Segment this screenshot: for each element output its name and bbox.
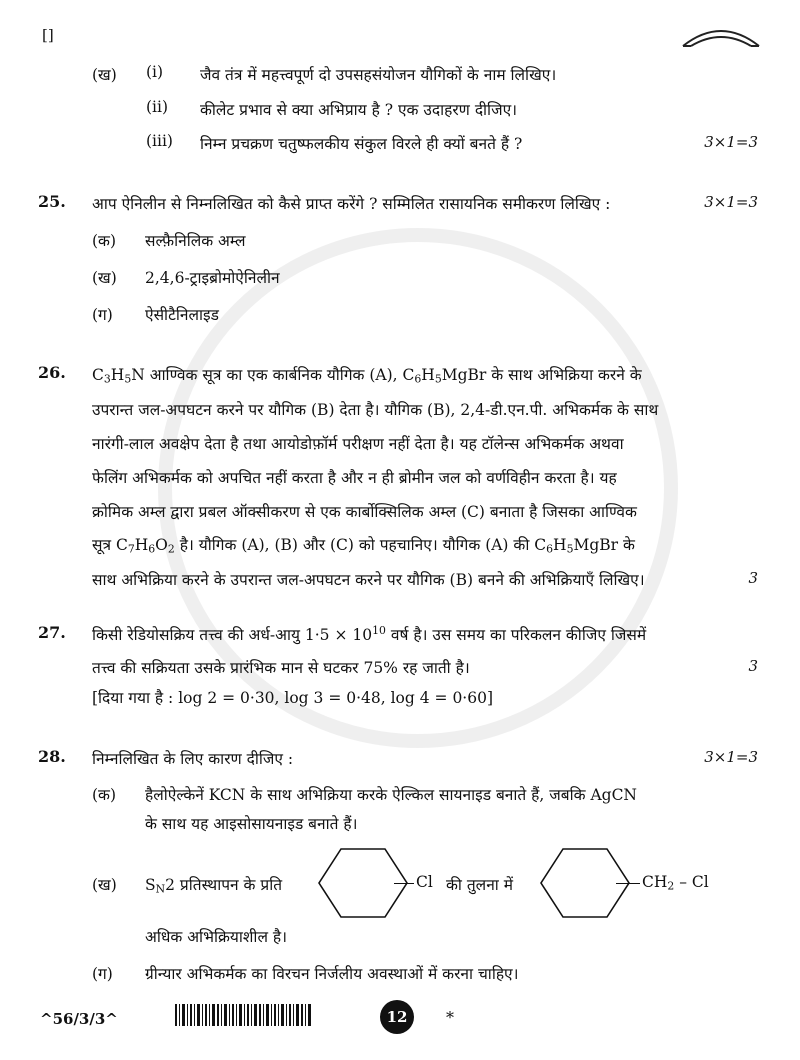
q25-b-text: 2,4,6-ट्राइब्रोमोऐनिलीन xyxy=(145,269,280,287)
q28-b-label: (ख) xyxy=(92,876,117,894)
q26-line-3: नारंगी-लाल अवक्षेप देता है तथा आयोडोफ़ॉर्म परीक्षण नहीं देता है। यह टॉलेन्स अभिकर्मक अथवा xyxy=(92,435,624,453)
q28-b-compare: की तुलना में xyxy=(446,876,514,894)
bond-line-1 xyxy=(394,883,414,884)
q26-line-5: क्रोमिक अम्ल द्वारा प्रबल ऑक्सीकरण से एक कार्बोक्सिलिक अम्ल (C) बनाता है जिसका आण्विक xyxy=(92,503,637,521)
q26-line-7: साथ अभिक्रिया करने के उपरान्त जल-अपघटन करने पर यौगिक (B) बनने की अभिक्रियाएँ लिखिए। xyxy=(92,571,645,589)
q25-a-text: सल्फ़ैनिलिक अम्ल xyxy=(145,232,246,250)
q27-marks: 3 xyxy=(748,657,758,675)
q24b-iii-text: निम्न प्रचक्रण चतुष्फलकीय संकुल विरले ही क्यों बनते हैं ? xyxy=(200,135,523,153)
q26-number: 26. xyxy=(38,363,66,382)
q24b-ii-num: (ii) xyxy=(146,98,169,116)
q28-c-text: ग्रीन्यार अभिकर्मक का विरचन निर्जलीय अवस्थाओं में करना चाहिए। xyxy=(145,965,519,983)
page-number: 12 xyxy=(380,1000,414,1034)
q25-a-label: (क) xyxy=(92,232,116,250)
q28-b-ch2cl: $CH_2$ – Cl xyxy=(642,873,709,893)
header-bracket: [] xyxy=(42,26,54,44)
page-turn-icon xyxy=(680,24,762,50)
q28-b-text: $S_N2$ प्रतिस्थापन के प्रति xyxy=(145,876,283,896)
q28-marks: 3×1=3 xyxy=(704,748,758,766)
q25-marks: 3×1=3 xyxy=(704,193,758,211)
q26-line-1: $C_3H_5N$ आण्विक सूत्र का एक कार्बनिक यौगिक (A), $C_6H_5MgBr$ के साथ अभिक्रिया करने के xyxy=(92,366,642,386)
q27-given: [दिया गया है : log 2 = 0·30, log 3 = 0·48, log 4 = 0·60] xyxy=(92,689,494,707)
barcode-icon xyxy=(175,1004,315,1026)
q26-line-4: फेलिंग अभिकर्मक को अपचित नहीं करता है और न ही ब्रोमीन जल को वर्णविहीन करता है। यह xyxy=(92,469,617,487)
q27-line-1: किसी रेडियोसक्रिय तत्त्व की अर्ध-आयु $1\cdot 5 \times 10^{10}$ वर्ष है। उस समय का परिकलन कीजिए जिसमें xyxy=(92,624,647,644)
q24b-iii-num: (iii) xyxy=(146,132,173,150)
q28-a-label: (क) xyxy=(92,786,116,804)
q26-line-6: सूत्र $C_7H_6O_2$ है। यौगिक (A), (B) और (C) को पहचानिए। यौगिक (A) की $C_6H_5MgBr$ के xyxy=(92,536,635,556)
q24b-ii-text: कीलेट प्रभाव से क्या अभिप्राय है ? एक उदाहरण दीजिए। xyxy=(200,101,518,119)
q26-line-2: उपरान्त जल-अपघटन करने पर यौगिक (B) देता है। यौगिक (B), 2,4-डी.एन.पी. अभिकर्मक के साथ xyxy=(92,401,659,419)
q24b-label: (ख) xyxy=(92,66,117,84)
bond-line-2 xyxy=(616,883,640,884)
q28-c-label: (ग) xyxy=(92,965,113,983)
q25-c-text: ऐसीटैनिलाइड xyxy=(145,306,219,324)
q24b-i-text: जैव तंत्र में महत्त्वपूर्ण दो उपसहसंयोजन यौगिकों के नाम लिखिए। xyxy=(200,66,557,84)
q26-marks: 3 xyxy=(748,569,758,587)
q24b-i-num: (i) xyxy=(146,63,164,81)
q28-text: निम्नलिखित के लिए कारण दीजिए : xyxy=(92,750,294,768)
q24b-marks: 3×1=3 xyxy=(704,133,758,151)
q27-line-2: तत्त्व की सक्रियता उसके प्रारंभिक मान से घटकर 75% रह जाती है। xyxy=(92,659,470,677)
q28-a-line-2: के साथ यह आइसोसायनाइड बनाते हैं। xyxy=(145,815,358,833)
q25-c-label: (ग) xyxy=(92,306,113,324)
q25-text: आप ऐनिलीन से निम्नलिखित को कैसे प्राप्त करेंगे ? सम्मिलित रासायनिक समीकरण लिखिए : xyxy=(92,195,611,213)
q28-b-line-2: अधिक अभिक्रियाशील है। xyxy=(145,928,287,946)
footer-code: ^56/3/3^ xyxy=(40,1010,118,1028)
q28-b-cl: Cl xyxy=(416,873,433,891)
footer-star: * xyxy=(446,1008,454,1027)
q25-number: 25. xyxy=(38,192,66,211)
q28-number: 28. xyxy=(38,747,66,766)
q27-number: 27. xyxy=(38,623,66,642)
q25-b-label: (ख) xyxy=(92,269,117,287)
q28-a-line-1: हैलोऐल्केनें KCN के साथ अभिक्रिया करके ऐल्किल सायनाइड बनाते हैं, जबकि AgCN xyxy=(145,786,637,804)
